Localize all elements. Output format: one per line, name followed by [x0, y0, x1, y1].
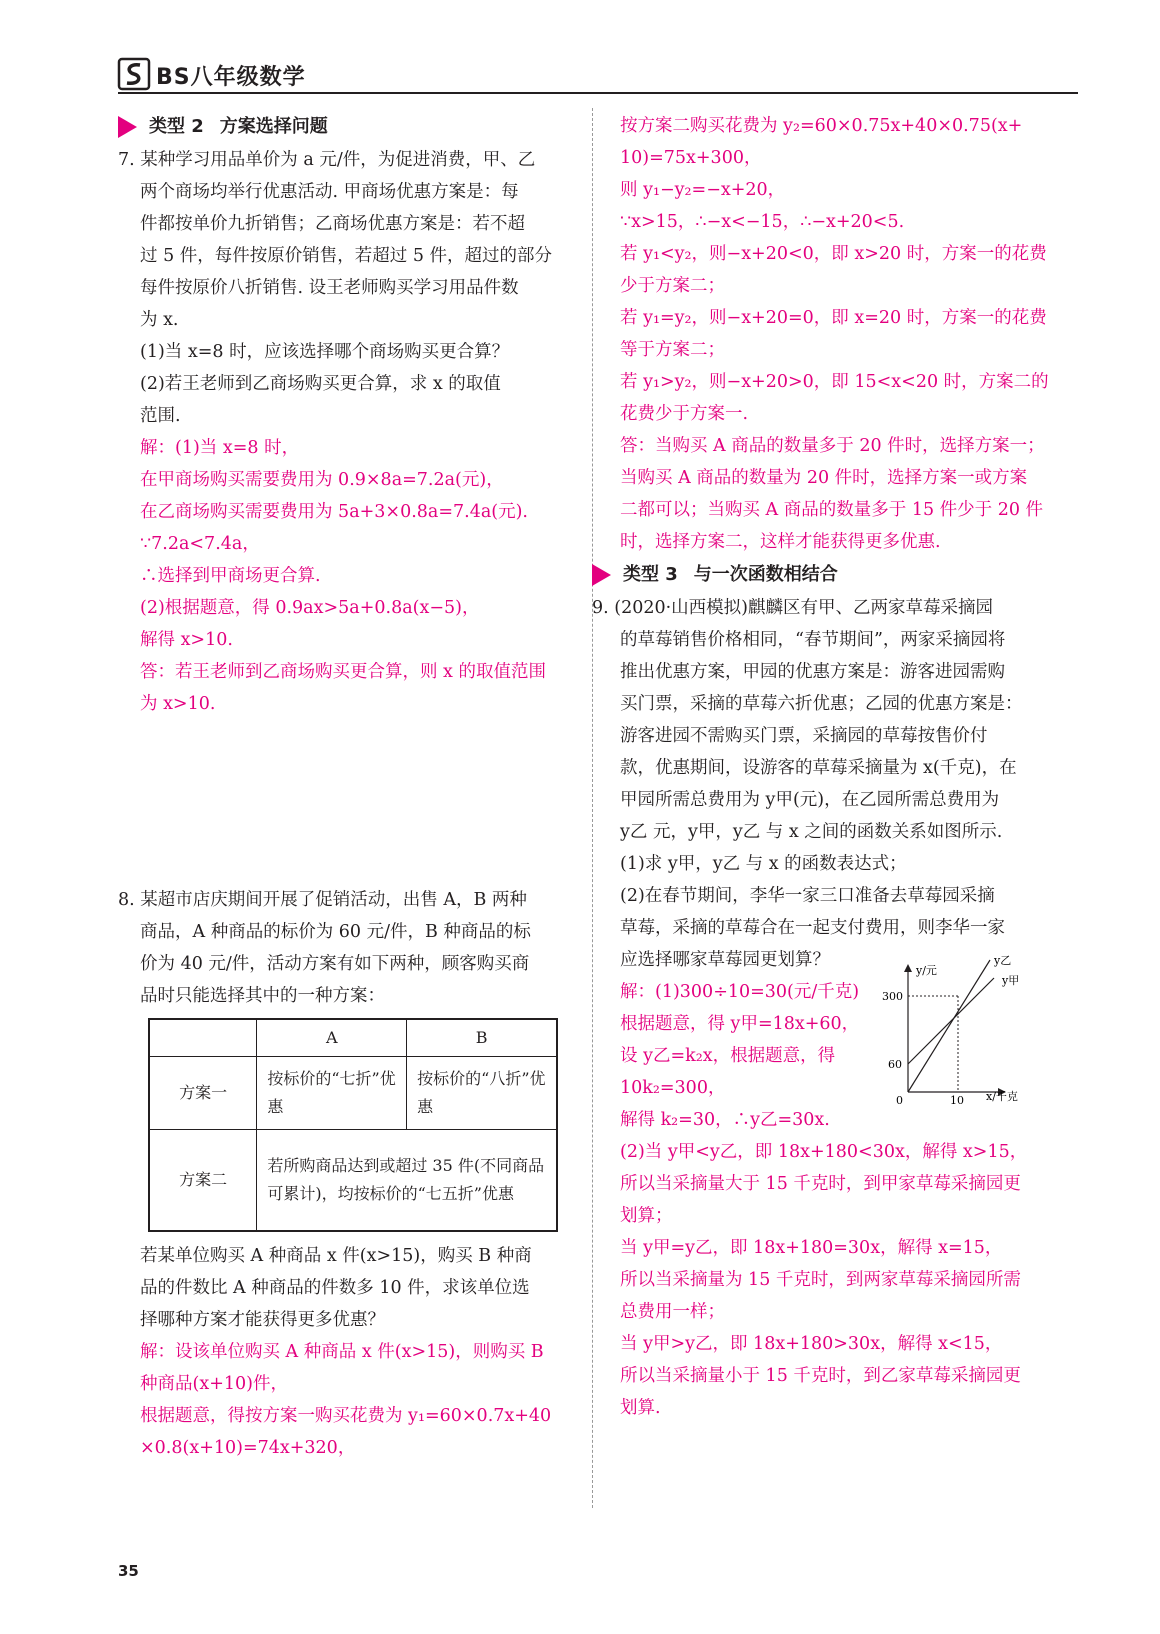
right-column — [592, 110, 1080, 1424]
line-yi-label: y乙 — [994, 954, 1012, 967]
answer-line: 解：设该单位购买 A 种商品 x 件(x>15)，则购买 B — [140, 1342, 544, 1362]
answer-line: 为 x>10. — [140, 694, 216, 714]
answer-line: 根据题意，得按方案一购买花费为 y₁=60×0.7x+40 — [140, 1406, 552, 1426]
answer-line: 所以当采摘量大于 15 千克时，到甲家草莓采摘园更 — [620, 1174, 1021, 1194]
answer-line: ×0.8(x+10)=74x+320， — [140, 1438, 356, 1458]
question-line: 甲园所需总费用为 y甲(元)，在乙园所需总费用为 — [620, 790, 1000, 810]
question-line: (1)求 y甲，y乙 与 x 的函数表达式； — [620, 854, 907, 874]
x-axis-label: x/千克 — [986, 1090, 1018, 1103]
answer-line: 按方案二购买花费为 y₂=60×0.75x+40×0.75(x+ — [620, 116, 1023, 136]
question-line: 范围. — [140, 406, 181, 426]
answer-line: 若 y₁<y₂，则−x+20<0，即 x>20 时，方案一的花费 — [620, 244, 1047, 264]
table-cell: 按标价的“七折”优惠 — [257, 1057, 407, 1130]
answer-line: 10k₂=300， — [620, 1078, 726, 1098]
answer-line: 答：若王老师到乙商场购买更合算，则 x 的取值范围 — [140, 662, 546, 682]
answer-line: ∵x>15，∴−x<−15，∴−x+20<5. — [620, 212, 905, 232]
question-line: 应选择哪家草莓园更划算？ — [620, 950, 830, 970]
question-line: 价为 40 元/件，活动方案有如下两种，顾客购买商 — [140, 954, 530, 974]
page-header — [118, 56, 1078, 96]
answer-line: 种商品(x+10)件， — [140, 1374, 288, 1394]
answer-line: 在甲商场购买需要费用为 0.9×8a=7.2a(元)， — [140, 470, 504, 490]
table-row-label: 方案二 — [149, 1130, 257, 1232]
question-line: 8. 某超市店庆期间开展了促销活动，出售 A，B 两种 — [118, 890, 527, 910]
answer-line: 则 y₁−y₂=−x+20， — [620, 180, 786, 200]
answer-line: 根据题意，得 y甲=18x+60， — [620, 1014, 860, 1034]
left-column — [118, 110, 580, 1464]
table-cell: 若所购商品达到或超过 35 件(不同商品可累计)，均按标价的“七五折”优惠 — [257, 1130, 557, 1232]
page-number: 35 — [118, 1562, 139, 1580]
answer-line: 解得 x>10. — [140, 630, 233, 650]
function-graph — [882, 950, 1044, 1110]
question-line: 7. 某种学习用品单价为 a 元/件，为促进消费，甲、乙 — [118, 150, 536, 170]
question-line: 每件按原价八折销售. 设王老师购买学习用品件数 — [140, 278, 519, 298]
line-y-jia — [908, 978, 994, 1064]
plan-table — [148, 1018, 558, 1232]
line-jia-label: y甲 — [1002, 974, 1020, 987]
question-line: 买门票，采摘的草莓六折优惠；乙园的优惠方案是： — [620, 694, 1023, 714]
answer-line: 解：(1)当 x=8 时， — [140, 438, 300, 458]
answer-line: 划算. — [620, 1398, 661, 1418]
answer-line: 当 y甲=y乙，即 18x+180=30x，解得 x=15， — [620, 1238, 1003, 1258]
question-line: 款，优惠期间，设游客的草莓采摘量为 x(千克)，在 — [620, 758, 1017, 778]
section-title: 方案选择问题 — [219, 116, 328, 137]
publisher-logo-icon — [118, 58, 150, 90]
header-rule — [118, 92, 1078, 94]
question-line: 品的件数比 A 种商品的件数多 10 件，求该单位选 — [140, 1278, 530, 1298]
question-line: 若某单位购买 A 种商品 x 件(x>15)，购买 B 种商 — [140, 1246, 532, 1266]
tick-label-300: 300 — [882, 990, 903, 1003]
section-2-heading — [118, 110, 580, 144]
question-line: 的草莓销售价格相同，“春节期间”，两家采摘园将 — [620, 630, 1006, 650]
answer-line: 答：当购买 A 商品的数量多于 20 件时，选择方案一； — [620, 436, 1045, 456]
question-line: 择哪种方案才能获得更多优惠？ — [140, 1310, 385, 1330]
question-line: 为 x. — [140, 310, 179, 330]
answer-line: 在乙商场购买需要费用为 5a+3×0.8a=7.4a(元). — [140, 502, 528, 522]
section-label: 类型 2 — [149, 116, 204, 137]
question-line: 草莓，采摘的草莓合在一起支付费用，则李华一家 — [620, 918, 1005, 938]
table-corner-cell — [149, 1019, 257, 1057]
tick-label-60: 60 — [888, 1058, 902, 1071]
y-axis-label: y/元 — [916, 964, 937, 977]
answer-line: 所以当采摘量小于 15 千克时，到乙家草莓采摘园更 — [620, 1366, 1021, 1386]
answer-line: 总费用一样； — [620, 1302, 725, 1322]
table-cell: 按标价的“八折”优惠 — [407, 1057, 557, 1130]
answer-line: 解：(1)300÷10=30(元/千克) — [620, 982, 860, 1002]
answer-line: 少于方案二； — [620, 276, 725, 296]
answer-line: 花费少于方案一. — [620, 404, 749, 424]
origin-label: 0 — [896, 1094, 903, 1107]
answer-line: ∵7.2a<7.4a， — [140, 534, 260, 554]
answer-line: 当购买 A 商品的数量为 20 件时，选择方案一或方案 — [620, 468, 1028, 488]
question-line: 过 5 件，每件按原价销售，若超过 5 件，超过的部分 — [140, 246, 553, 266]
answer-line: 当 y甲>y乙，即 18x+180>30x，解得 x<15， — [620, 1334, 1003, 1354]
y-axis-arrow-icon — [904, 964, 912, 972]
answer-line: 等于方案二； — [620, 340, 725, 360]
section-title: 与一次函数相结合 — [693, 564, 838, 585]
table-header-b: B — [407, 1019, 557, 1057]
answer-line: 二都可以；当购买 A 商品的数量多于 15 件少于 20 件 — [620, 500, 1044, 520]
answer-line: 解得 k₂=30，∴y乙=30x. — [620, 1110, 830, 1130]
tick-label-10: 10 — [950, 1094, 964, 1107]
section-label: 类型 3 — [623, 564, 678, 585]
answer-line: 时，选择方案二，这样才能获得更多优惠. — [620, 532, 941, 552]
question-line: 商品，A 种商品的标价为 60 元/件，B 种商品的标 — [140, 922, 531, 942]
answer-line: (2)当 y甲<y乙，即 18x+180<30x，解得 x>15， — [620, 1142, 1028, 1162]
book-title: BS八年级数学 — [156, 65, 306, 90]
question-line: 9. (2020·山西模拟)麒麟区有甲、乙两家草莓采摘园 — [592, 598, 994, 618]
answer-line: 所以当采摘量为 15 千克时，到两家草莓采摘园所需 — [620, 1270, 1021, 1290]
question-line: y乙 元，y甲，y乙 与 x 之间的函数关系如图所示. — [620, 822, 1003, 842]
answer-line: 划算； — [620, 1206, 673, 1226]
question-line: 件都按单价九折销售；乙商场优惠方案是：若不超 — [140, 214, 525, 234]
section-3-heading — [592, 558, 1080, 592]
answer-line: 设 y乙=k₂x，根据题意，得 — [620, 1046, 836, 1066]
answer-line: ∴选择到甲商场更合算. — [140, 566, 321, 586]
triangle-bullet-icon — [118, 116, 137, 138]
table-header-a: A — [257, 1019, 407, 1057]
question-line: (2)在春节期间，李华一家三口准备去草莓园采摘 — [620, 886, 995, 906]
answer-line: 10)=75x+300， — [620, 148, 762, 168]
triangle-bullet-icon — [592, 564, 611, 586]
table-row-label: 方案一 — [149, 1057, 257, 1130]
column-divider — [592, 108, 593, 1508]
question-line: 品时只能选择其中的一种方案： — [140, 986, 385, 1006]
question-line: (1)当 x=8 时，应该选择哪个商场购买更合算？ — [140, 342, 510, 362]
blank-space — [118, 720, 580, 884]
question-line: 两个商场均举行优惠活动. 甲商场优惠方案是：每 — [140, 182, 519, 202]
answer-line: 若 y₁=y₂，则−x+20=0，即 x=20 时，方案一的花费 — [620, 308, 1047, 328]
question-line: (2)若王老师到乙商场购买更合算，求 x 的取值 — [140, 374, 501, 394]
question-line: 游客进园不需购买门票，采摘园的草莓按售价付 — [620, 726, 988, 746]
answer-line: (2)根据题意，得 0.9ax>5a+0.8a(x−5)， — [140, 598, 480, 618]
line-y-yi — [908, 960, 990, 1092]
answer-line: 若 y₁>y₂，则−x+20>0，即 15<x<20 时，方案二的 — [620, 372, 1049, 392]
question-line: 推出优惠方案，甲园的优惠方案是：游客进园需购 — [620, 662, 1005, 682]
